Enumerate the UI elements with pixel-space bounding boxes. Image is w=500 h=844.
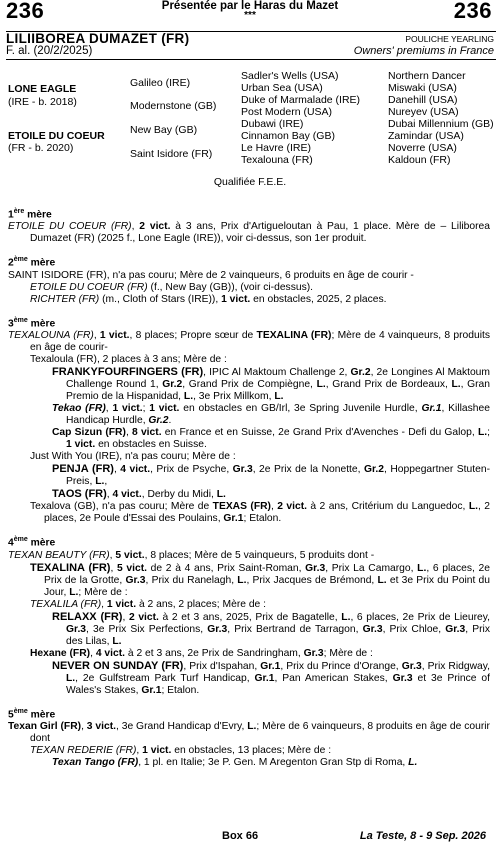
lot-number-right: 236 <box>453 0 492 23</box>
pedigree-gen3: Texalouna (FR) <box>241 154 313 166</box>
pedigree-sire-info: (IRE - b. 2018) <box>8 96 77 108</box>
paragraph: RELAXX (FR), 2 vict. à 2 et 3 ans, 2025, Prix de Bagatelle, L., 6 places, 2e Prix de Lieurey, Gr.3, 3e Prix Six Perfections, Gr.3, Prix Bertrand de Tarragon, Gr.3, Prix Chloe, Gr.3, Prix des Lilas, L. <box>52 610 490 647</box>
horse-name: LILIIBOREA DUMAZET (FR) <box>6 31 190 46</box>
qualification: Qualifiée F.E.E. <box>213 176 287 188</box>
paragraph: TEXAN REDERIE (FR), 1 vict. en obstacles, 13 places; Mère de : <box>30 745 332 757</box>
paragraph: NEVER ON SUNDAY (FR), Prix d'Ispahan, Gr.1, Prix du Prince d'Orange, Gr.3, Prix Ridgway, L., 2e Gulfstream Park Turf Handicap, Gr.1, Pan American Stakes, Gr.3 et 3e Prince of Wales's Stakes, Gr.1; Etalon. <box>52 659 491 696</box>
paragraph: TEXALINA (FR), 5 vict. de 2 à 4 ans, Prix Saint-Roman, Gr.3, Prix La Camargo, L., 6 places, 2e Prix de la Grotte, Gr.3, Prix du Ranelagh, L., Prix Jacques de Brémond, L. et 3e Prix du Point du Jour, L.; Mère de : <box>30 561 491 598</box>
family-notes <box>8 197 490 769</box>
paragraph: TAOS (FR), 4 vict., Derby du Midi, L. <box>52 488 226 501</box>
paragraph: ETOILE DU COEUR (FR), 2 vict. à 3 ans, Prix d'Artigueloutan à Pau, 1 place. Mère de – Liliborea Dumazet (FR) (2025 f., Lone Eagle (IRE)), voir ci-dessus, son 1er produit. <box>8 221 490 245</box>
pedigree-gen4: Dubai Millennium (GB) <box>388 118 494 130</box>
pedigree-gen4: Noverre (USA) <box>388 142 457 154</box>
pedigree-gen3: Dubawi (IRE) <box>241 118 304 130</box>
pedigree-gen2: Saint Isidore (FR) <box>130 148 213 160</box>
section-heading: 3ème mère <box>8 316 56 330</box>
lot-number-left: 236 <box>6 0 45 23</box>
pedigree-dam-info: (FR - b. 2020) <box>8 142 74 154</box>
section-heading: 2ème mère <box>8 256 56 269</box>
paragraph: Just With You (IRE), n'a pas couru; Mère de : <box>30 451 236 463</box>
box-number: Box 66 <box>222 830 259 842</box>
horse-type: POULICHE YEARLING <box>405 34 494 44</box>
stars: *** <box>244 10 256 21</box>
pedigree-gen2: Galileo (IRE) <box>130 77 191 89</box>
sale-venue-date: La Teste, 8 - 9 Sep. 2026 <box>359 830 486 842</box>
paragraph: TEXAN BEAUTY (FR), 5 vict., 8 places; Mère de 5 vainqueurs, 5 produits dont - <box>8 549 375 561</box>
paragraph: PENJA (FR), 4 vict., Prix de Psyche, Gr.3, 2e Prix de la Nonette, Gr.2, Hoppegartner Stuten-Preis, L., <box>52 463 491 488</box>
pedigree-dam: ETOILE DU COEUR <box>8 130 105 142</box>
paragraph: Texaloula (FR), 2 places à 3 ans; Mère de : <box>30 354 227 366</box>
pedigree-gen3: Duke of Marmalade (IRE) <box>241 94 361 106</box>
pedigree-gen2: New Bay (GB) <box>130 124 198 136</box>
paragraph: TEXALILA (FR), 1 vict. à 2 ans, 2 places; Mère de : <box>30 598 267 610</box>
name-bar <box>6 31 496 45</box>
premiums-note: Owners' premiums in France <box>353 45 494 57</box>
paragraph: SAINT ISIDORE (FR), n'a pas couru; Mère de 2 vainqueurs, 6 produits en âge de courir - <box>8 269 414 281</box>
pedigree-gen2: Modernstone (GB) <box>130 100 217 112</box>
pedigree-gen4: Northern Dancer <box>388 70 466 82</box>
paragraph: ETOILE DU COEUR (FR) (f., New Bay (GB)), (voir ci-dessus). <box>30 281 314 293</box>
paragraph: Hexane (FR), 4 vict. à 2 et 3 ans, 2e Prix de Sandringham, Gr.3; Mère de : <box>30 647 373 659</box>
paragraph: FRANKYFOURFINGERS (FR), IPIC Al Maktoum Challenge 2, Gr.2, 2e Longines Al Maktoum Challenge Round 1, Gr.2, Grand Prix de Compiègne, L., Grand Prix de Bordeaux, L., Gran Premio de la Hispanidad, L., 3e Prix Millkom, L. <box>52 366 490 403</box>
paragraph: Tekao (FR), 1 vict.; 1 vict. en obstacles en GB/Irl, 3e Spring Juvenile Hurdle, Gr.1, Killashee Handicap Hurdle, Gr.2. <box>52 403 490 427</box>
pedigree-gen3: Urban Sea (USA) <box>241 82 323 94</box>
sub-bar <box>6 45 496 60</box>
section-heading: 5ème mère <box>8 707 56 721</box>
paragraph: RICHTER (FR) (m., Cloth of Stars (IRE)), 1 vict. en obstacles, 2025, 2 places. <box>30 293 387 305</box>
pedigree-gen4: Miswaki (USA) <box>388 82 457 94</box>
pedigree-sire: LONE EAGLE <box>8 83 77 95</box>
pedigree-gen3: Sadler's Wells (USA) <box>241 70 339 82</box>
pedigree-gen3: Cinnamon Bay (GB) <box>241 130 335 142</box>
pedigree-gen4: Nureyev (USA) <box>388 106 459 118</box>
presented-by: Présentée par le Haras du Mazet <box>161 0 339 12</box>
birth-info: F. al. (20/2/2025) <box>6 45 93 57</box>
paragraph: Texan Tango (FR), 1 pl. en Italie; 3e P. Gen. M Aregenton Gran Stp di Roma, L. <box>52 757 418 769</box>
paragraph: Texan Girl (FR), 3 vict., 3e Grand Handicap d'Evry, L.; Mère de 6 vainqueurs, 8 produits en âge de courir dont <box>8 721 490 745</box>
pedigree-gen3: Le Havre (IRE) <box>241 142 312 154</box>
pedigree-gen4: Zamindar (USA) <box>388 130 464 142</box>
pedigree-gen4: Kaldoun (FR) <box>388 154 451 166</box>
section-heading: 4ème mère <box>8 536 56 549</box>
pedigree-gen3: Post Modern (USA) <box>241 106 333 118</box>
pedigree-gen4: Danehill (USA) <box>388 94 458 106</box>
paragraph: TEXALOUNA (FR), 1 vict., 8 places; Propre sœur de TEXALINA (FR); Mère de 4 vainqueurs, 8 produits en âge de courir- <box>8 330 490 354</box>
section-heading: 1ère mère <box>8 208 52 221</box>
paragraph: Texalova (GB), n'a pas couru; Mère de TEXAS (FR), 2 vict. à 2 ans, Critérium du Languedoc, L., 2 places, 2e Poule d'Essai des Poulains, Gr.1; Etalon. <box>30 501 490 525</box>
paragraph: Cap Sizun (FR), 8 vict. en France et en Suisse, 2e Grand Prix d'Avenches - Defi du Galop, L.; 1 vict. en obstacles en Suisse. <box>52 427 490 451</box>
